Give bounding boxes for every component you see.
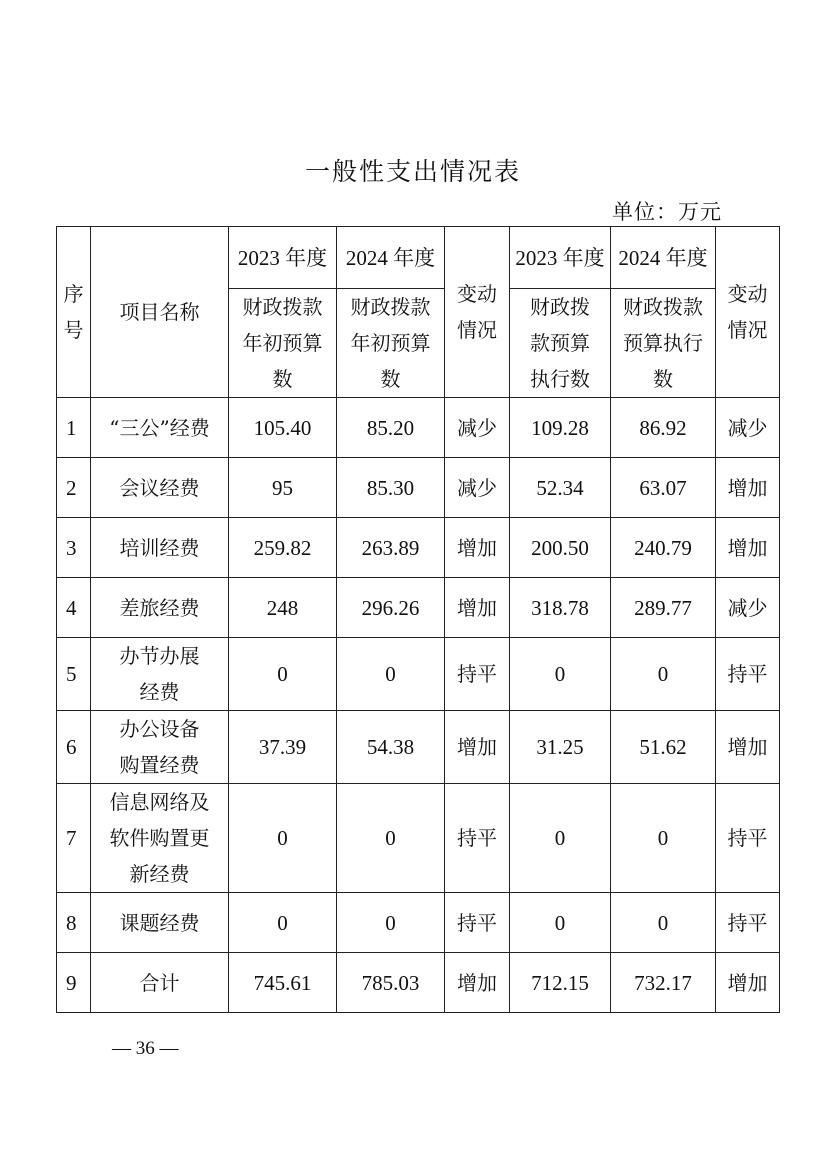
header-exec-2023: 财政拨 款预算 执行数 (510, 289, 611, 398)
header-year-2023-budget: 2023 年度 (229, 227, 337, 289)
row-exec-2024: 240.79 (611, 518, 716, 578)
row-exec-2023: 31.25 (510, 711, 611, 784)
row-exec-2024: 0 (611, 638, 716, 711)
row-name: 信息网络及 软件购置更 新经费 (91, 784, 229, 893)
header-exec-2024: 财政拨款 预算执行 数 (611, 289, 716, 398)
row-budget-2023: 37.39 (229, 711, 337, 784)
header-budget-2023: 财政拨款 年初预算 数 (229, 289, 337, 398)
row-index: 2 (57, 458, 91, 518)
row-name: 差旅经费 (91, 578, 229, 638)
row-exec-2024: 86.92 (611, 398, 716, 458)
header-year-2024-exec: 2024 年度 (611, 227, 716, 289)
row-change-budget: 持平 (445, 784, 510, 893)
table-row (57, 458, 780, 518)
row-budget-2024: 0 (337, 638, 445, 711)
row-change-exec: 增加 (716, 458, 780, 518)
row-change-budget: 减少 (445, 458, 510, 518)
expense-table (56, 226, 780, 1013)
row-index: 3 (57, 518, 91, 578)
row-name: 合计 (91, 953, 229, 1013)
row-change-exec: 减少 (716, 578, 780, 638)
row-exec-2023: 0 (510, 893, 611, 953)
row-name: 课题经费 (91, 893, 229, 953)
table-row (57, 893, 780, 953)
row-exec-2023: 0 (510, 784, 611, 893)
row-change-exec: 持平 (716, 893, 780, 953)
row-index: 8 (57, 893, 91, 953)
header-row-years (57, 227, 780, 289)
row-budget-2023: 0 (229, 893, 337, 953)
row-budget-2024: 263.89 (337, 518, 445, 578)
row-exec-2023: 318.78 (510, 578, 611, 638)
row-exec-2023: 200.50 (510, 518, 611, 578)
row-budget-2023: 745.61 (229, 953, 337, 1013)
table-row (57, 638, 780, 711)
row-change-budget: 持平 (445, 638, 510, 711)
header-year-2024-budget: 2024 年度 (337, 227, 445, 289)
row-exec-2023: 712.15 (510, 953, 611, 1013)
row-exec-2023: 0 (510, 638, 611, 711)
row-index: 1 (57, 398, 91, 458)
row-change-exec: 持平 (716, 784, 780, 893)
row-change-budget: 增加 (445, 953, 510, 1013)
header-name: 项目名称 (91, 227, 229, 398)
table-row (57, 518, 780, 578)
row-budget-2024: 296.26 (337, 578, 445, 638)
header-change-budget: 变动 情况 (445, 227, 510, 398)
row-change-budget: 减少 (445, 398, 510, 458)
header-change-exec: 变动 情况 (716, 227, 780, 398)
row-index: 7 (57, 784, 91, 893)
row-exec-2024: 732.17 (611, 953, 716, 1013)
row-change-exec: 增加 (716, 953, 780, 1013)
row-exec-2023: 109.28 (510, 398, 611, 458)
row-name: 办节办展 经费 (91, 638, 229, 711)
row-index: 4 (57, 578, 91, 638)
table-row (57, 711, 780, 784)
header-seq: 序 号 (57, 227, 91, 398)
row-budget-2023: 0 (229, 638, 337, 711)
page-number: — 36 — (112, 1038, 179, 1059)
row-change-budget: 增加 (445, 711, 510, 784)
row-index: 6 (57, 711, 91, 784)
row-change-budget: 增加 (445, 578, 510, 638)
row-budget-2024: 0 (337, 784, 445, 893)
row-name: 会议经费 (91, 458, 229, 518)
table-row (57, 784, 780, 893)
row-budget-2023: 95 (229, 458, 337, 518)
table-row (57, 578, 780, 638)
row-index: 9 (57, 953, 91, 1013)
row-change-exec: 增加 (716, 711, 780, 784)
row-exec-2023: 52.34 (510, 458, 611, 518)
row-name: 培训经费 (91, 518, 229, 578)
row-exec-2024: 289.77 (611, 578, 716, 638)
row-budget-2024: 85.20 (337, 398, 445, 458)
row-exec-2024: 0 (611, 784, 716, 893)
row-name: “三公”经费 (91, 398, 229, 458)
row-change-exec: 增加 (716, 518, 780, 578)
row-budget-2024: 54.38 (337, 711, 445, 784)
row-budget-2023: 248 (229, 578, 337, 638)
row-exec-2024: 0 (611, 893, 716, 953)
row-budget-2024: 85.30 (337, 458, 445, 518)
row-index: 5 (57, 638, 91, 711)
row-budget-2024: 785.03 (337, 953, 445, 1013)
row-budget-2024: 0 (337, 893, 445, 953)
page-title: 一般性支出情况表 (304, 157, 521, 186)
row-change-exec: 减少 (716, 398, 780, 458)
table-row (57, 398, 780, 458)
row-change-budget: 增加 (445, 518, 510, 578)
header-budget-2024: 财政拨款 年初预算 数 (337, 289, 445, 398)
unit-label: 单位：万元 (612, 200, 722, 224)
row-budget-2023: 0 (229, 784, 337, 893)
row-exec-2024: 51.62 (611, 711, 716, 784)
row-change-budget: 持平 (445, 893, 510, 953)
row-budget-2023: 105.40 (229, 398, 337, 458)
row-budget-2023: 259.82 (229, 518, 337, 578)
row-exec-2024: 63.07 (611, 458, 716, 518)
header-year-2023-exec: 2023 年度 (510, 227, 611, 289)
row-change-exec: 持平 (716, 638, 780, 711)
row-name: 办公设备 购置经费 (91, 711, 229, 784)
table-row (57, 953, 780, 1013)
